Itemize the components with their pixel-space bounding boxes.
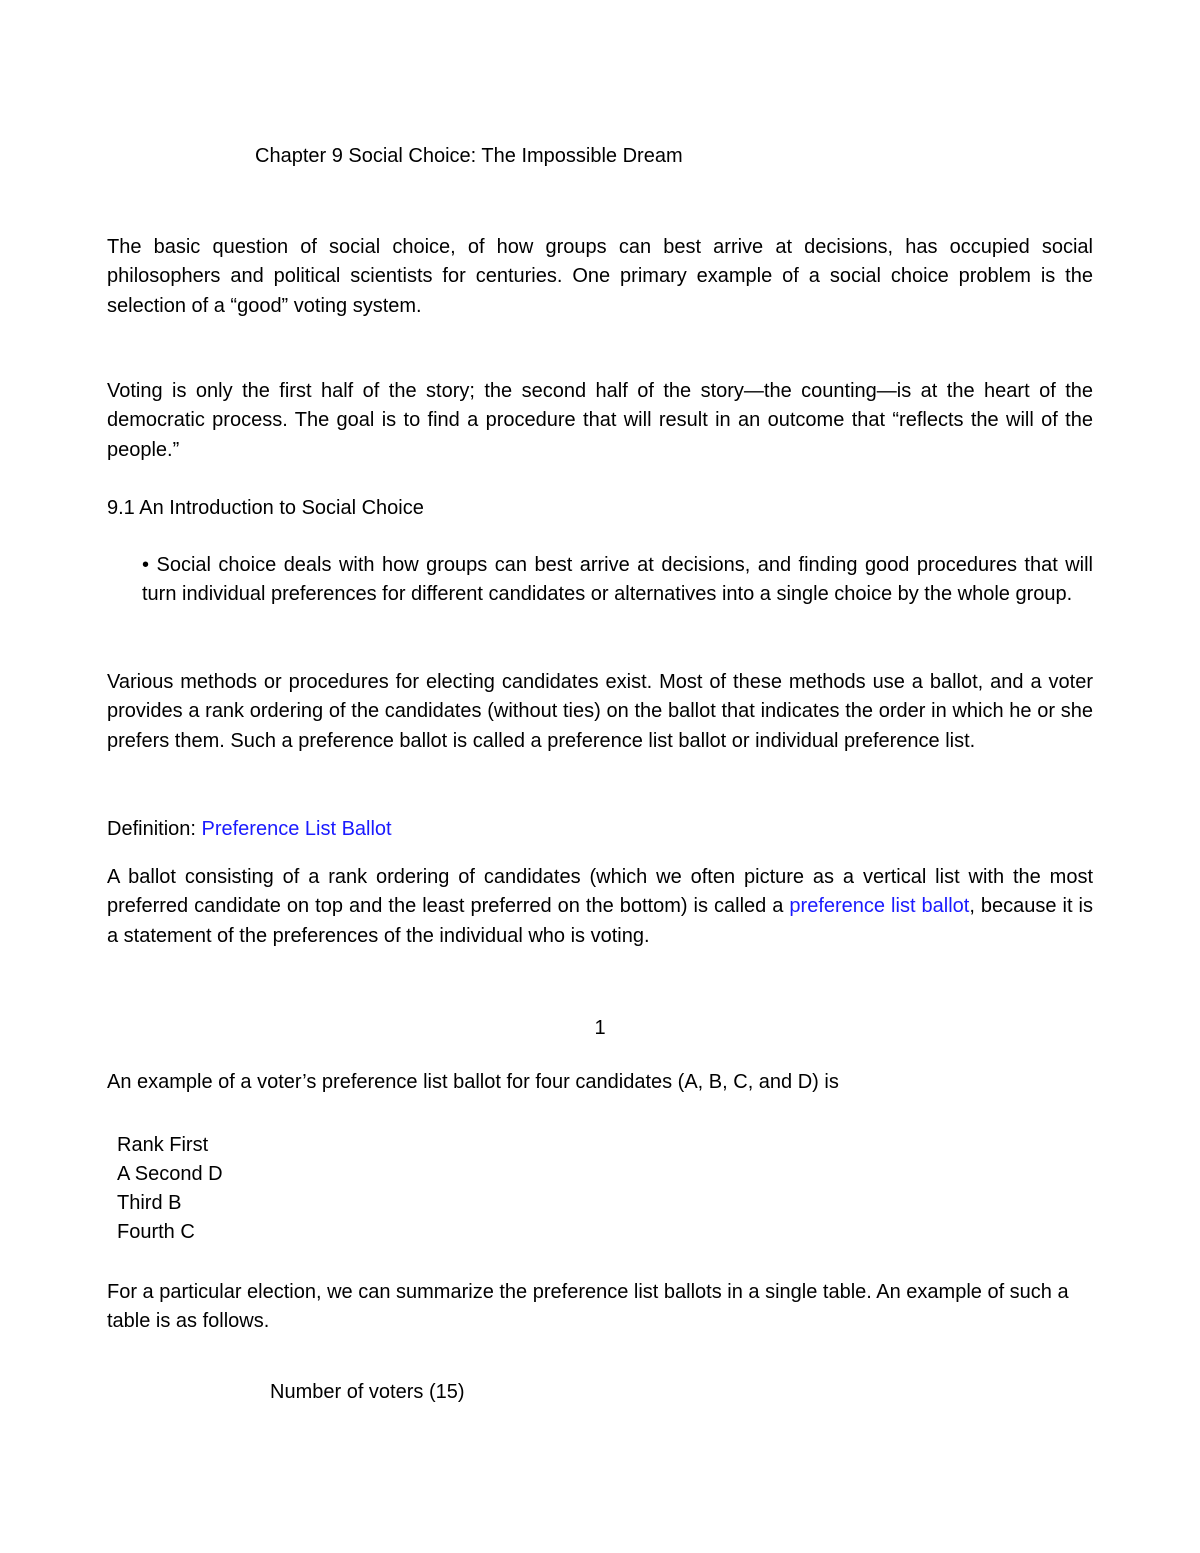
definition-paragraph bbox=[107, 863, 1093, 951]
rank-line: A Second D bbox=[117, 1163, 223, 1185]
definition-text-after: , because it is a statement of the preferences of the individual who is voting. bbox=[107, 895, 1093, 947]
bullet-text: Social choice deals with how groups can best arrive at decisions, and finding good procedures that will turn individual preferences for different candidates or alternatives into a single choice by the whole group. bbox=[142, 554, 1093, 606]
section-heading: 9.1 An Introduction to Social Choice bbox=[107, 497, 424, 519]
rank-list bbox=[117, 1131, 223, 1247]
definition-term-inline: preference list ballot bbox=[789, 895, 970, 918]
rank-line: Rank First bbox=[117, 1134, 209, 1156]
definition-label: Definition: bbox=[107, 818, 202, 840]
intro-paragraph: The basic question of social choice, of how groups can best arrive at decisions, has occupied social philosophers and political scientists for centuries. One primary example of a social choice problem is the selection of a “good” voting system. bbox=[107, 236, 1093, 317]
definition-text-before: A ballot consisting of a rank ordering of candidates (which we often picture as a vertical list with the most preferred candidate on top and the least preferred on the bottom) is called a bbox=[107, 866, 1093, 918]
page-number: 1 bbox=[594, 1017, 606, 1039]
definition-line bbox=[107, 815, 392, 844]
voters-label: Number of voters (15) bbox=[270, 1381, 465, 1403]
rank-line: Third B bbox=[117, 1192, 182, 1214]
summary-paragraph: For a particular election, we can summarize the preference list ballots in a single table. An example of such a table is as follows. bbox=[107, 1281, 1069, 1333]
definition-term: Preference List Ballot bbox=[201, 818, 392, 840]
bullet-marker: • bbox=[142, 554, 150, 576]
bullet-item bbox=[142, 551, 1093, 610]
voting-paragraph: Voting is only the first half of the story; the second half of the story—the counting—is at the heart of the democratic process. The goal is to find a procedure that will result in an outcome that “reflects the will of the people.” bbox=[107, 380, 1093, 461]
methods-paragraph: Various methods or procedures for electing candidates exist. Most of these methods use a ballot, and a voter provides a rank ordering of the candidates (without ties) on the ballot that indicates the order in which he or she prefers them. Such a preference ballot is called a preference list ballot or individual preference list. bbox=[107, 671, 1093, 752]
chapter-title: Chapter 9 Social Choice: The Impossible Dream bbox=[255, 145, 683, 167]
rank-line: Fourth C bbox=[117, 1221, 195, 1243]
example-intro: An example of a voter’s preference list ballot for four candidates (A, B, C, and D) is bbox=[107, 1071, 839, 1093]
